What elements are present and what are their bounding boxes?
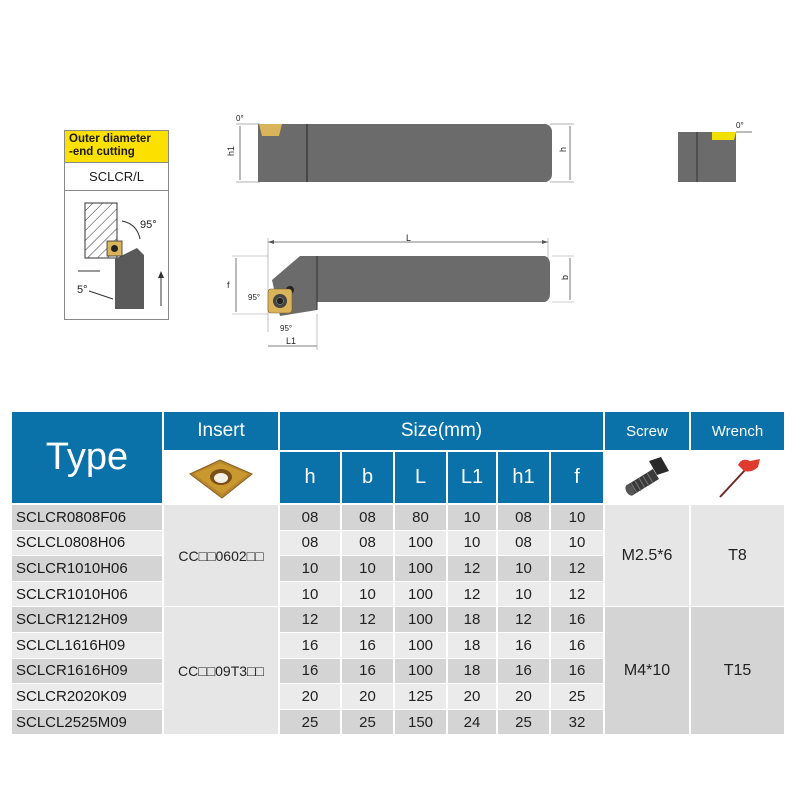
table-cell-b: 16: [342, 659, 393, 684]
table-cell-f: 16: [551, 633, 603, 658]
table-cell-L: 100: [395, 633, 446, 658]
table-cell-f: 12: [551, 582, 603, 607]
table-row-type: SCLCR0808F06: [12, 505, 162, 530]
screw-image-icon: [617, 455, 677, 501]
table-cell-h: 16: [280, 633, 340, 658]
table-cell-b: 12: [342, 607, 393, 632]
end-angle-label: 0°: [736, 121, 744, 130]
table-cell-f: 16: [551, 607, 603, 632]
h-label: h: [558, 146, 568, 152]
cutting-diagram: [65, 191, 168, 319]
card-code: SCLCR/L: [65, 163, 168, 191]
table-cell-L1: 18: [448, 659, 496, 684]
table-cell-L1: 12: [448, 582, 496, 607]
wrench-image-icon: [708, 455, 768, 501]
table-row-type: SCLCL0808H06: [12, 531, 162, 556]
table-cell-h1: 16: [498, 659, 549, 684]
table-cell-h: 08: [280, 505, 340, 530]
table-row-type: SCLCR1010H06: [12, 556, 162, 581]
group-insert-cell: CC□□0602□□: [164, 505, 278, 606]
L-label: L: [406, 233, 412, 243]
table-cell-L1: 10: [448, 505, 496, 530]
top-angle-label: 0°: [236, 114, 244, 123]
table-cell-b: 08: [342, 505, 393, 530]
f-label: f: [227, 280, 230, 290]
header-size: Size(mm): [280, 412, 603, 450]
table-row-type: SCLCR1616H09: [12, 659, 162, 684]
h1-label: h1: [226, 145, 236, 156]
table-cell-f: 32: [551, 710, 603, 735]
header-size-b: b: [342, 452, 393, 503]
top-view-drawing: [222, 112, 582, 188]
insert-image-icon: [186, 456, 256, 500]
table-cell-f: 16: [551, 659, 603, 684]
table-row-type: SCLCL1616H09: [12, 633, 162, 658]
tool-body-icon: [115, 248, 144, 309]
table-cell-L: 80: [395, 505, 446, 530]
table-row-type: SCLCR1010H06: [12, 582, 162, 607]
table-cell-h1: 20: [498, 684, 549, 709]
table-cell-L1: 10: [448, 531, 496, 556]
spec-table: [12, 412, 784, 742]
angle-5-label: 5°: [77, 284, 88, 296]
card-title-line1: Outer diameter: [69, 133, 151, 145]
table-cell-L1: 20: [448, 684, 496, 709]
table-row-type: SCLCR2020K09: [12, 684, 162, 709]
angle-arc-icon: [122, 221, 140, 239]
table-cell-f: 10: [551, 505, 603, 530]
table-cell-L1: 24: [448, 710, 496, 735]
header-size-h1: h1: [498, 452, 549, 503]
table-cell-h: 25: [280, 710, 340, 735]
table-cell-L: 100: [395, 607, 446, 632]
header-type: Type: [12, 412, 162, 503]
table-row-type: SCLCL2525M09: [12, 710, 162, 735]
table-cell-b: 10: [342, 556, 393, 581]
header-screw: Screw: [605, 412, 689, 450]
table-cell-L: 100: [395, 556, 446, 581]
table-cell-L1: 18: [448, 607, 496, 632]
group-screw-cell: M4*10: [605, 607, 689, 734]
angle-95-b-label: 95°: [280, 324, 293, 333]
application-card: [64, 130, 169, 320]
header-size-f: f: [551, 452, 603, 503]
table-cell-b: 20: [342, 684, 393, 709]
table-cell-h1: 08: [498, 505, 549, 530]
table-cell-b: 25: [342, 710, 393, 735]
table-cell-L1: 18: [448, 633, 496, 658]
table-cell-L: 100: [395, 531, 446, 556]
header-size-h: h: [280, 452, 340, 503]
table-cell-h: 10: [280, 556, 340, 581]
side-view-drawing: [222, 232, 582, 354]
table-cell-h: 16: [280, 659, 340, 684]
L1-label: L1: [286, 336, 297, 346]
table-cell-L: 150: [395, 710, 446, 735]
table-cell-h1: 12: [498, 607, 549, 632]
table-cell-f: 25: [551, 684, 603, 709]
table-cell-h: 12: [280, 607, 340, 632]
table-cell-L: 100: [395, 659, 446, 684]
table-cell-h1: 08: [498, 531, 549, 556]
table-cell-f: 10: [551, 531, 603, 556]
group-wrench-cell: T15: [691, 607, 784, 734]
table-cell-h1: 25: [498, 710, 549, 735]
insert-icon: [259, 124, 282, 136]
table-cell-L1: 12: [448, 556, 496, 581]
table-cell-h1: 10: [498, 556, 549, 581]
table-cell-b: 16: [342, 633, 393, 658]
screw-image-cell: [605, 452, 689, 503]
group-insert-cell: CC□□09T3□□: [164, 607, 278, 734]
header-size-L1: L1: [448, 452, 496, 503]
angle-95-label: 95°: [140, 219, 157, 231]
table-cell-h1: 10: [498, 582, 549, 607]
wrench-image-cell: [691, 452, 784, 503]
table-cell-h: 10: [280, 582, 340, 607]
table-cell-h: 08: [280, 531, 340, 556]
card-title-line2: -end cutting: [69, 146, 135, 158]
shank-side-icon: [317, 256, 545, 302]
table-cell-h1: 16: [498, 633, 549, 658]
header-size-L: L: [395, 452, 446, 503]
header-wrench: Wrench: [691, 412, 784, 450]
insert-image-cell: [164, 452, 278, 503]
header-insert: Insert: [164, 412, 278, 450]
table-row-type: SCLCR1212H09: [12, 607, 162, 632]
card-title: [65, 131, 168, 163]
end-view-drawing: [672, 116, 760, 186]
table-cell-f: 12: [551, 556, 603, 581]
table-cell-b: 08: [342, 531, 393, 556]
b-label: b: [560, 274, 570, 280]
group-screw-cell: M2.5*6: [605, 505, 689, 606]
table-cell-L: 125: [395, 684, 446, 709]
angle-95-a-label: 95°: [248, 293, 261, 302]
group-wrench-cell: T8: [691, 505, 784, 606]
shank-icon: [258, 124, 546, 182]
table-cell-b: 10: [342, 582, 393, 607]
table-cell-L: 100: [395, 582, 446, 607]
table-cell-h: 20: [280, 684, 340, 709]
insert-end-icon: [712, 132, 736, 140]
